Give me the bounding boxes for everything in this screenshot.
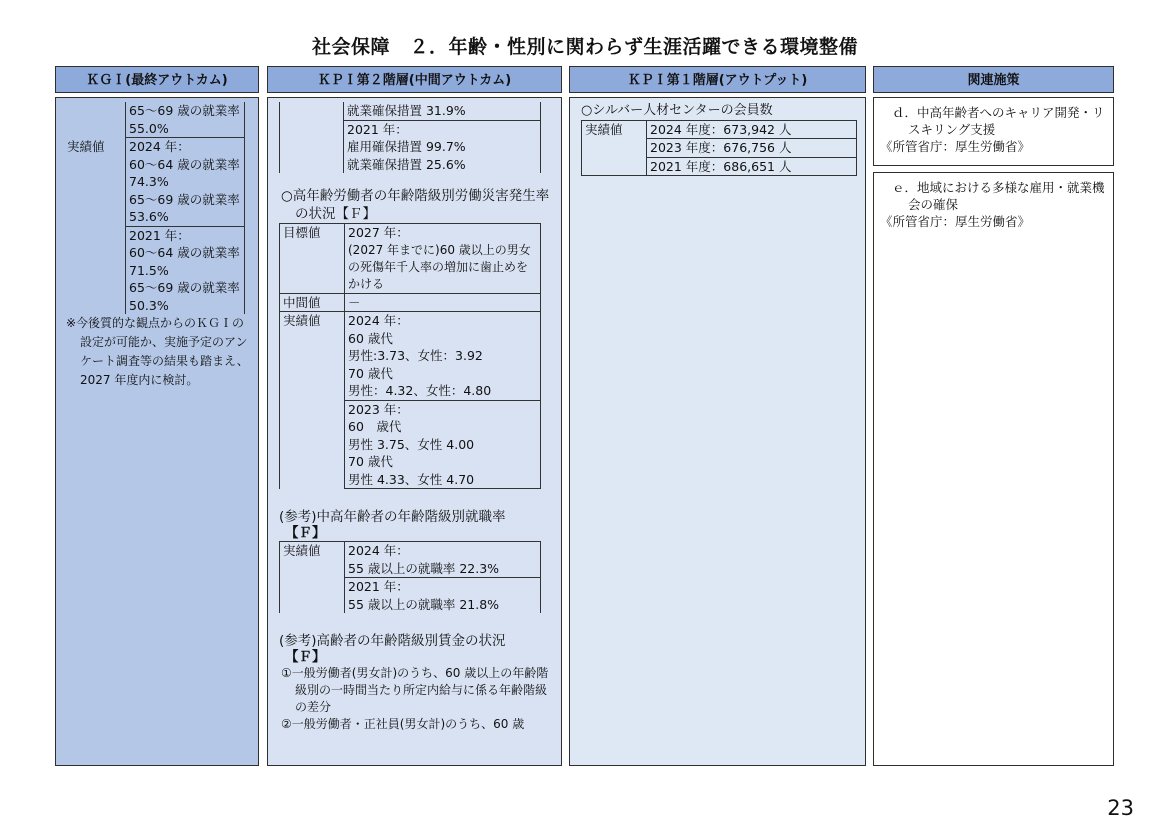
- header-kgi: ＫＧＩ(最終アウトカム): [55, 66, 259, 93]
- header-kpi2: ＫＰＩ第２階層(中間アウトカム): [267, 66, 562, 93]
- target-label: 目標値: [280, 224, 345, 294]
- kpi2-sec3-title: [279, 633, 550, 665]
- sec3-title-line1: (参考)高齢者の年齢階級別賃金の状況: [279, 633, 506, 649]
- actual-2024-age60: 60 歳代: [348, 330, 393, 346]
- sec2-2021: [345, 578, 541, 614]
- actual-2024-rate70: 男性：4.32、女性：4.80: [348, 383, 492, 398]
- page-title: 社会保障 ２．年齢・性別に関わらず生涯活躍できる環境整備: [311, 36, 858, 58]
- kgi-value-cell: [126, 102, 245, 138]
- related-item-e: ｅ．地域における多様な雇用・就業機会の確保: [892, 180, 1105, 212]
- mid-label: 中間値: [280, 293, 345, 312]
- sec2-title-line2: 【Ｆ】: [285, 525, 326, 541]
- kgi-actual-2024: [126, 138, 245, 227]
- kpi1-row-2023: 2023 年度：676,756 人: [647, 139, 857, 158]
- sec3-title-line2: 【Ｆ】: [285, 649, 326, 665]
- target-text: (2027 年までに)60 歳以上の男女の死傷年千人率の増加に歯止めをかける: [348, 242, 531, 291]
- actual-2023: [345, 400, 541, 489]
- sec3-item2: ②一般労働者・正社員(男女計)のうち、60 歳: [281, 717, 525, 731]
- kpi1-label: 実績値: [582, 120, 647, 139]
- sec2-2024-rate: 55 歳以上の就職率 22.3%: [348, 560, 500, 576]
- kgi-actual-label: 実績値: [64, 138, 126, 227]
- related-item-d: ｄ．中高年齢者へのキャリア開発・リスキリング支援: [892, 105, 1105, 137]
- sec2-2021-rate: 55 歳以上の就職率 21.8%: [348, 596, 500, 612]
- actual-2023-age70: 70 歳代: [348, 454, 393, 469]
- sec2-label: 実績値: [280, 542, 345, 578]
- kgi-column: [55, 97, 259, 766]
- kpi2-sec1-title: ○高年齢労働者の年齢階級別労働災害発生率の状況【Ｆ】: [281, 188, 550, 222]
- kpi2-employment-table: [279, 541, 541, 613]
- actual-2023-rate70: 男性 4.33、女性 4.70: [348, 471, 475, 487]
- kpi2-sec2-title: [279, 509, 550, 541]
- kpi2-top-table: [279, 102, 541, 173]
- kgi-2024-line2: 65～69 歳の就業率 53.6%: [129, 191, 240, 224]
- kpi1-title: ○シルバー人材センターの会員数: [581, 103, 773, 118]
- actual-2024-year: 2024 年：: [348, 313, 409, 328]
- header-related: 関連施策: [873, 66, 1114, 93]
- related-box-d: [873, 97, 1114, 166]
- kpi2-top-row2: [344, 120, 541, 173]
- kgi-prev-value: 65～69 歳の就業率 55.0%: [129, 103, 240, 136]
- sec2-2021-year: 2021 年：: [348, 579, 409, 594]
- sec2-2024: [345, 542, 541, 578]
- kpi1-table: [581, 120, 857, 177]
- sec2-title-line1: (参考)中高年齢者の年齢階級別就職率: [279, 509, 506, 525]
- related-item-e-ministry: 《所管省庁：厚生労働省》: [880, 214, 1031, 229]
- header-kpi1: ＫＰＩ第１階層(アウトプット): [569, 66, 866, 93]
- kgi-table: [64, 102, 245, 314]
- kpi2-top-year: 2021 年：: [347, 121, 408, 137]
- kgi-note: ※今後質的な観点からのＫＧＩの設定が可能か、実施予定のアンケート調査等の結果も踏まえ、2027 年度内に検討。: [66, 316, 249, 387]
- kpi1-row-2024: 2024 年度：673,942 人: [647, 120, 857, 139]
- kpi2-top-line2: 就業確保措置 25.6%: [347, 156, 466, 172]
- kgi-2021-line2: 65～69 歳の就業率 50.3%: [129, 280, 240, 313]
- actual-2024-rate60: 男性:3.73、女性：3.92: [348, 348, 483, 363]
- actual-2023-rate60: 男性 3.75、女性 4.00: [348, 436, 475, 452]
- related-item-d-ministry: 《所管省庁：厚生労働省》: [880, 139, 1031, 154]
- actual-2024: [345, 312, 541, 401]
- actual-label: 実績値: [280, 312, 345, 401]
- actual-2023-year: 2023 年：: [348, 401, 409, 417]
- target-value: [345, 224, 541, 294]
- page-number: 23: [1107, 796, 1134, 820]
- kpi2-column: [267, 97, 562, 766]
- kpi2-accident-table: [279, 223, 541, 489]
- kpi2-top-line1: 雇用確保措置 99.7%: [347, 139, 466, 154]
- kpi1-row-2021: 2021 年度：686,651 人: [647, 157, 857, 176]
- kgi-actual-2021: [126, 226, 245, 314]
- kpi2-top-row1: 就業確保措置 31.9%: [344, 102, 541, 120]
- kgi-2021-line1: 60～64 歳の就業率 71.5%: [129, 245, 240, 278]
- actual-2023-age60: 60 歳代: [348, 419, 402, 434]
- kpi1-column: [569, 97, 866, 766]
- kgi-2021-year: 2021 年：: [129, 227, 190, 243]
- target-year: 2027 年：: [348, 225, 409, 240]
- actual-2024-age70: 70 歳代: [348, 365, 393, 381]
- sec3-item1: ①一般労働者(男女計)のうち、60 歳以上の年齢階級別の一時間当たり所定内給与に係る年齢階級の差分: [281, 666, 549, 714]
- related-box-e: [873, 172, 1114, 766]
- sec2-2024-year: 2024 年：: [348, 543, 409, 558]
- kgi-2024-year: 2024 年：: [129, 139, 190, 154]
- mid-value: －: [345, 293, 541, 312]
- kgi-2024-line1: 60～64 歳の就業率 74.3%: [129, 156, 240, 189]
